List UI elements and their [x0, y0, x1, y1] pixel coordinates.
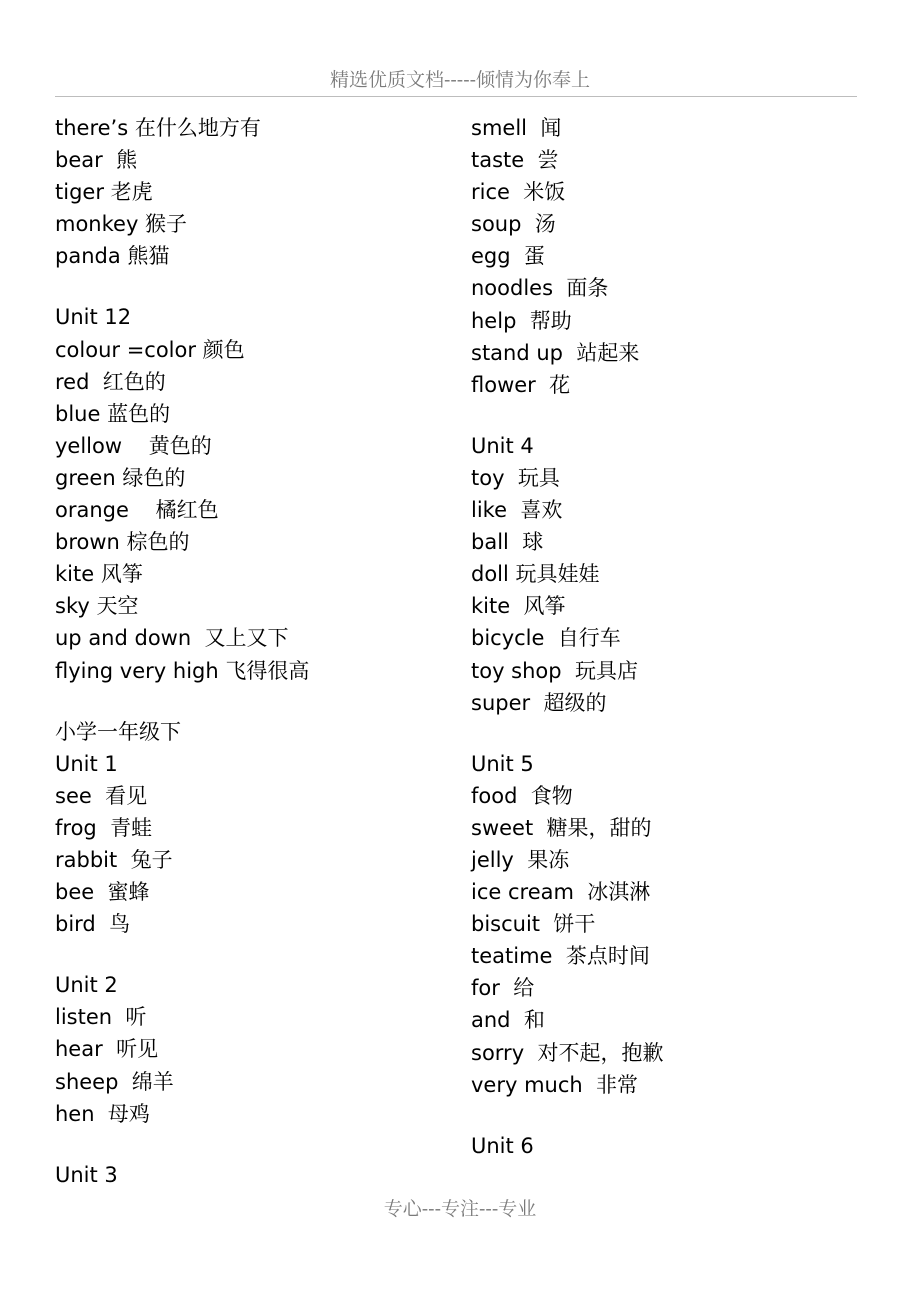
vocab-line: panda 熊猫 — [55, 244, 170, 269]
vocab-line: and 和 — [471, 1008, 545, 1033]
vocab-line: doll 玩具娃娃 — [471, 562, 600, 587]
right-column — [471, 112, 871, 1162]
vocab-line: bicycle 自行车 — [471, 626, 621, 651]
vocab-line: rice 米饭 — [471, 180, 566, 205]
block-gap — [55, 940, 455, 969]
unit-heading: Unit 1 — [55, 751, 118, 776]
vocab-line: blue 蓝色的 — [55, 401, 171, 426]
block-gap — [55, 272, 455, 301]
vocab-line: hear 听见 — [55, 1037, 159, 1062]
vocab-line: smell 闻 — [471, 116, 562, 140]
vocab-line: kite 风筝 — [55, 562, 143, 587]
unit-heading: Unit 5 — [471, 751, 534, 776]
vocab-line: there’s 在什么地方有 — [55, 116, 261, 140]
vocab-line: sheep 绵羊 — [55, 1069, 174, 1094]
vocab-line: for 给 — [471, 976, 535, 1001]
vocab-block-unit-3-words — [471, 112, 871, 401]
vocab-line: super 超级的 — [471, 690, 607, 715]
vocab-block-unit-2 — [55, 969, 455, 1129]
vocab-block-unit-5 — [471, 748, 871, 1101]
vocab-line: taste 尝 — [471, 148, 559, 173]
vocab-line: listen 听 — [55, 1005, 147, 1030]
unit-heading: Unit 2 — [55, 973, 118, 998]
vocab-line: ball 球 — [471, 530, 544, 555]
block-gap — [471, 401, 871, 430]
vocab-line: very much 非常 — [471, 1072, 639, 1097]
vocab-line: sorry 对不起，抱歉 — [471, 1040, 664, 1065]
vocab-line: noodles 面条 — [471, 276, 609, 301]
block-gap — [55, 1130, 455, 1159]
vocab-line: green 绿色的 — [55, 465, 186, 490]
vocab-line: toy 玩具 — [471, 465, 560, 490]
vocab-line: soup 汤 — [471, 212, 556, 237]
vocab-block-animals — [55, 112, 455, 272]
unit-heading: Unit 3 — [55, 1162, 118, 1187]
unit-heading: Unit 12 — [55, 305, 132, 330]
vocab-line: toy shop 玩具店 — [471, 658, 638, 683]
header-rule — [55, 96, 857, 97]
page-footer: 专心---专注---专业 — [383, 1198, 537, 1220]
vocab-line: biscuit 饼干 — [471, 912, 596, 937]
block-gap — [471, 719, 871, 748]
vocab-line: help 帮助 — [471, 308, 572, 333]
vocab-line: rabbit 兔子 — [55, 847, 173, 872]
vocab-line: see 看见 — [55, 783, 148, 808]
section-heading: 小学一年级下 — [55, 719, 181, 744]
vocab-line: like 喜欢 — [471, 498, 563, 523]
vocab-block-unit-6 — [471, 1130, 871, 1162]
vocab-line: up and down 又上又下 — [55, 626, 289, 651]
vocab-line: sky 天空 — [55, 594, 139, 619]
vocab-line: colour =color 颜色 — [55, 337, 245, 362]
vocab-line: egg 蛋 — [471, 244, 545, 269]
vocab-line: frog 青蛙 — [55, 815, 153, 840]
vocab-block-unit-3 — [55, 1159, 455, 1191]
vocab-block-unit-1 — [55, 716, 455, 941]
vocab-line: monkey 猴子 — [55, 212, 188, 237]
page-header: 精选优质文档-----倾情为你奉上 — [329, 69, 591, 91]
vocab-line: stand up 站起来 — [471, 340, 640, 365]
vocab-line: bird 鸟 — [55, 912, 131, 937]
vocab-block-unit-12 — [55, 301, 455, 686]
vocab-line: flower 花 — [471, 372, 571, 397]
vocab-line: yellow 黄色的 — [55, 433, 212, 458]
vocab-line: bear 熊 — [55, 148, 138, 173]
vocab-line: flying very high 飞得很高 — [55, 658, 310, 683]
unit-heading: Unit 4 — [471, 433, 534, 458]
vocab-line: bee 蜜蜂 — [55, 880, 150, 905]
vocab-line: ice cream 冰淇淋 — [471, 880, 651, 905]
block-gap — [471, 1101, 871, 1130]
vocab-line: food 食物 — [471, 783, 573, 808]
vocab-line: kite 风筝 — [471, 594, 566, 619]
block-gap — [55, 687, 455, 716]
vocab-line: teatime 茶点时间 — [471, 944, 650, 969]
vocab-block-unit-4 — [471, 430, 871, 719]
vocab-line: hen 母鸡 — [55, 1101, 150, 1126]
left-column — [55, 112, 455, 1191]
vocab-line: red 红色的 — [55, 369, 166, 394]
vocab-line: jelly 果冻 — [471, 847, 570, 872]
vocab-line: orange 橘红色 — [55, 498, 219, 523]
vocab-line: brown 棕色的 — [55, 530, 190, 555]
unit-heading: Unit 6 — [471, 1133, 534, 1158]
vocab-line: sweet 糖果，甜的 — [471, 815, 652, 840]
vocab-line: tiger 老虎 — [55, 180, 153, 205]
